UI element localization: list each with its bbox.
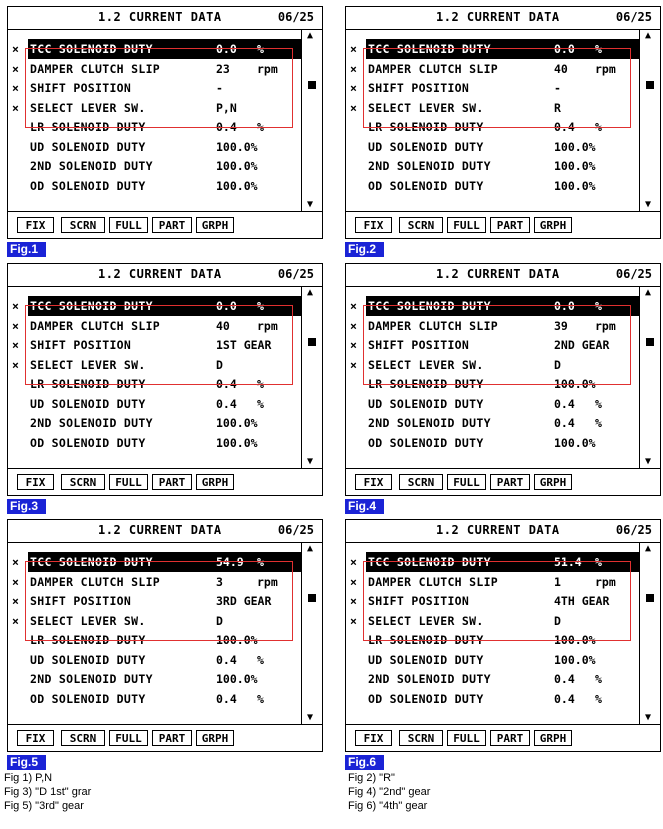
item-label: LR SOLENOID DUTY: [368, 377, 484, 391]
item-label: 2ND SOLENOID DUTY: [368, 416, 491, 430]
data-row[interactable]: [8, 59, 302, 79]
fixed-marker-icon: ×: [350, 357, 357, 372]
scroll-up-arrow-icon[interactable]: ▲: [645, 543, 652, 554]
function-button-grph[interactable]: GRPH: [196, 474, 234, 490]
scan-screen-panel: [345, 519, 661, 752]
fixed-marker-icon: ×: [350, 100, 357, 115]
function-button-part[interactable]: PART: [490, 474, 530, 490]
page-indicator: 06/25: [615, 523, 652, 537]
item-unit: rpm: [595, 574, 616, 589]
scroll-up-arrow-icon[interactable]: ▲: [307, 30, 314, 41]
fixed-marker-icon: ×: [12, 42, 19, 56]
fixed-marker-icon: ×: [350, 299, 357, 313]
data-row[interactable]: [346, 689, 640, 709]
scroll-down-arrow-icon[interactable]: ▼: [307, 712, 314, 723]
item-label: SELECT LEVER SW.: [368, 357, 484, 372]
item-unit: %: [257, 396, 264, 411]
scroll-thumb[interactable]: [646, 594, 654, 602]
item-unit: rpm: [595, 318, 616, 333]
item-value: 100.0%: [216, 633, 258, 647]
fixed-marker-icon: ×: [12, 338, 19, 352]
data-row[interactable]: [346, 591, 640, 611]
data-row[interactable]: [346, 316, 640, 336]
data-row[interactable]: [346, 572, 640, 592]
scroll-down-arrow-icon[interactable]: ▼: [307, 199, 314, 210]
item-label: TCC SOLENOID DUTY: [30, 299, 153, 313]
function-button-part[interactable]: PART: [490, 217, 530, 233]
fixed-marker-icon: ×: [350, 594, 357, 608]
scan-screen-panel: [7, 519, 323, 752]
item-value: 4TH GEAR: [554, 594, 610, 608]
data-row[interactable]: [346, 433, 640, 453]
item-value: 3: [216, 574, 223, 589]
function-button-full[interactable]: FULL: [109, 730, 148, 746]
item-label: 2ND SOLENOID DUTY: [368, 159, 491, 173]
data-list: [346, 552, 640, 708]
function-button-grph[interactable]: GRPH: [534, 474, 572, 490]
item-value: 100.0%: [554, 435, 596, 450]
item-value: 40: [554, 61, 568, 76]
scroll-down-arrow-icon[interactable]: ▼: [307, 456, 314, 467]
scroll-up-arrow-icon[interactable]: ▲: [307, 543, 314, 554]
page-indicator: 06/25: [277, 267, 314, 281]
data-list: [8, 39, 302, 195]
fixed-marker-icon: ×: [12, 81, 19, 95]
data-list: [8, 296, 302, 452]
item-value: 100.0%: [554, 377, 596, 391]
item-label: UD SOLENOID DUTY: [368, 396, 484, 411]
item-label: SELECT LEVER SW.: [368, 613, 484, 628]
item-value: 100.0%: [216, 416, 258, 430]
item-value: 39: [554, 318, 568, 333]
fixed-marker-icon: ×: [350, 318, 357, 333]
item-label: 2ND SOLENOID DUTY: [30, 159, 153, 173]
item-unit: rpm: [257, 318, 278, 333]
item-label: LR SOLENOID DUTY: [368, 120, 484, 134]
data-row[interactable]: [8, 374, 302, 394]
data-row[interactable]: [8, 611, 302, 631]
item-label: TCC SOLENOID DUTY: [368, 42, 491, 56]
data-row[interactable]: [350, 296, 640, 316]
item-value: D: [554, 613, 561, 628]
scrollbar[interactable]: [639, 286, 660, 469]
function-button-grph[interactable]: GRPH: [534, 217, 572, 233]
figure-label: Fig.3: [7, 499, 46, 514]
item-label: UD SOLENOID DUTY: [30, 396, 146, 411]
function-button-scrn[interactable]: SCRN: [399, 217, 443, 233]
function-key-bar: [346, 724, 660, 751]
data-row[interactable]: [8, 176, 302, 196]
data-row[interactable]: [346, 78, 640, 98]
item-label: UD SOLENOID DUTY: [368, 652, 484, 667]
item-value: 2ND GEAR: [554, 338, 610, 352]
fixed-marker-icon: ×: [350, 338, 357, 352]
figure-label: Fig.4: [345, 499, 384, 514]
item-label: TCC SOLENOID DUTY: [30, 555, 153, 569]
screen-title: 1.2 CURRENT DATA: [436, 267, 560, 281]
item-value: 0.4: [554, 416, 575, 430]
function-button-part[interactable]: PART: [152, 730, 192, 746]
data-row[interactable]: [346, 650, 640, 670]
item-value: 0.4: [216, 120, 237, 134]
function-button-fix[interactable]: FIX: [17, 217, 54, 233]
function-button-full[interactable]: FULL: [109, 474, 148, 490]
function-button-scrn[interactable]: SCRN: [61, 730, 105, 746]
screen-header: [8, 264, 322, 287]
data-row[interactable]: [346, 335, 640, 355]
fixed-marker-icon: ×: [12, 299, 19, 313]
screen-header: [346, 520, 660, 543]
item-value: 0.0: [554, 42, 575, 56]
data-row[interactable]: [346, 413, 640, 433]
scan-screen-panel: [7, 263, 323, 496]
item-value: 100.0%: [216, 139, 258, 154]
item-label: SHIFT POSITION: [368, 338, 470, 352]
data-row[interactable]: [8, 689, 302, 709]
item-value: 0.4: [216, 377, 237, 391]
item-unit: %: [595, 555, 602, 569]
data-row[interactable]: [346, 394, 640, 414]
item-value: 51.4: [554, 555, 582, 569]
item-value: 0.4: [554, 672, 575, 686]
item-value: 3RD GEAR: [216, 594, 272, 608]
item-label: DAMPER CLUTCH SLIP: [368, 318, 499, 333]
screen-header: [346, 7, 660, 30]
function-button-grph[interactable]: GRPH: [196, 730, 234, 746]
function-button-part[interactable]: PART: [490, 730, 530, 746]
scrollbar[interactable]: [301, 29, 322, 212]
scrollbar[interactable]: [301, 286, 322, 469]
item-label: OD SOLENOID DUTY: [368, 691, 484, 706]
item-label: DAMPER CLUTCH SLIP: [30, 574, 161, 589]
item-label: LR SOLENOID DUTY: [368, 633, 484, 647]
function-button-grph[interactable]: GRPH: [534, 730, 572, 746]
item-value: 100.0%: [554, 159, 596, 173]
scroll-up-arrow-icon[interactable]: ▲: [645, 30, 652, 41]
fixed-marker-icon: ×: [350, 613, 357, 628]
screen-header: [8, 7, 322, 30]
function-button-full[interactable]: FULL: [109, 217, 148, 233]
item-value: 0.0: [216, 42, 237, 56]
scroll-down-arrow-icon[interactable]: ▼: [645, 712, 652, 723]
data-list: [346, 39, 640, 195]
item-label: OD SOLENOID DUTY: [30, 691, 146, 706]
data-row[interactable]: [12, 552, 302, 572]
function-button-part[interactable]: PART: [152, 217, 192, 233]
screen-header: [346, 264, 660, 287]
data-row[interactable]: [346, 137, 640, 157]
fixed-marker-icon: ×: [12, 613, 19, 628]
item-value: 0.4: [554, 396, 575, 411]
data-list: [346, 296, 640, 452]
item-value: 100.0%: [554, 633, 596, 647]
item-label: DAMPER CLUTCH SLIP: [30, 318, 161, 333]
data-row[interactable]: [346, 669, 640, 689]
scroll-thumb[interactable]: [646, 338, 654, 346]
item-value: 100.0%: [216, 178, 258, 193]
item-unit: %: [595, 299, 602, 313]
item-unit: %: [257, 691, 264, 706]
fixed-marker-icon: ×: [350, 61, 357, 76]
fixed-marker-icon: ×: [350, 42, 357, 56]
function-button-fix[interactable]: FIX: [355, 730, 392, 746]
item-unit: rpm: [257, 61, 278, 76]
data-row[interactable]: [8, 98, 302, 118]
item-label: SELECT LEVER SW.: [30, 613, 146, 628]
note: Fig 2) "R": [348, 772, 395, 784]
function-button-fix[interactable]: FIX: [17, 474, 54, 490]
function-button-full[interactable]: FULL: [447, 474, 486, 490]
data-row[interactable]: [8, 137, 302, 157]
item-unit: %: [257, 652, 264, 667]
fixed-marker-icon: ×: [12, 100, 19, 115]
scrollbar[interactable]: [639, 542, 660, 725]
item-value: 100.0%: [554, 178, 596, 193]
fixed-marker-icon: ×: [12, 357, 19, 372]
item-value: 40: [216, 318, 230, 333]
fixed-marker-icon: ×: [12, 574, 19, 589]
function-button-fix[interactable]: FIX: [355, 217, 392, 233]
item-unit: %: [595, 120, 602, 134]
item-unit: %: [257, 42, 264, 56]
item-label: SHIFT POSITION: [30, 338, 132, 352]
notes-left: [4, 771, 91, 813]
scroll-down-arrow-icon[interactable]: ▼: [645, 199, 652, 210]
data-row[interactable]: [346, 630, 640, 650]
scroll-thumb[interactable]: [308, 81, 316, 89]
item-label: 2ND SOLENOID DUTY: [30, 416, 153, 430]
page-indicator: 06/25: [277, 10, 314, 24]
item-label: OD SOLENOID DUTY: [368, 178, 484, 193]
screen-header: [8, 520, 322, 543]
item-value: D: [216, 613, 223, 628]
item-label: OD SOLENOID DUTY: [30, 178, 146, 193]
scroll-up-arrow-icon[interactable]: ▲: [645, 287, 652, 298]
screen-title: 1.2 CURRENT DATA: [436, 523, 560, 537]
item-label: TCC SOLENOID DUTY: [368, 299, 491, 313]
function-button-fix[interactable]: FIX: [355, 474, 392, 490]
item-value: 0.0: [216, 299, 237, 313]
function-button-scrn[interactable]: SCRN: [399, 474, 443, 490]
item-value: 23: [216, 61, 230, 76]
item-unit: %: [257, 120, 264, 134]
function-button-grph[interactable]: GRPH: [196, 217, 234, 233]
screen-title: 1.2 CURRENT DATA: [98, 267, 222, 281]
data-row[interactable]: [350, 552, 640, 572]
fixed-marker-icon: ×: [12, 61, 19, 76]
item-label: UD SOLENOID DUTY: [30, 652, 146, 667]
data-row[interactable]: [346, 611, 640, 631]
item-unit: %: [595, 416, 602, 430]
data-row[interactable]: [8, 117, 302, 137]
item-label: 2ND SOLENOID DUTY: [30, 672, 153, 686]
data-row[interactable]: [8, 316, 302, 336]
figure-label: Fig.6: [345, 755, 384, 770]
screen-title: 1.2 CURRENT DATA: [436, 10, 560, 24]
note: Fig 4) "2nd" gear: [348, 786, 431, 798]
data-row[interactable]: [350, 39, 640, 59]
item-unit: %: [595, 691, 602, 706]
fixed-marker-icon: ×: [12, 318, 19, 333]
data-row[interactable]: [346, 98, 640, 118]
fixed-marker-icon: ×: [350, 574, 357, 589]
function-key-bar: [8, 468, 322, 495]
item-label: UD SOLENOID DUTY: [30, 139, 146, 154]
item-value: 0.4: [216, 396, 237, 411]
page-indicator: 06/25: [277, 523, 314, 537]
data-row[interactable]: [346, 156, 640, 176]
data-row[interactable]: [12, 39, 302, 59]
data-row[interactable]: [346, 374, 640, 394]
item-label: SHIFT POSITION: [368, 594, 470, 608]
figure-label: Fig.5: [7, 755, 46, 770]
function-button-scrn[interactable]: SCRN: [61, 474, 105, 490]
item-label: UD SOLENOID DUTY: [368, 139, 484, 154]
item-unit: %: [257, 377, 264, 391]
item-label: SELECT LEVER SW.: [368, 100, 484, 115]
data-row[interactable]: [346, 59, 640, 79]
scroll-up-arrow-icon[interactable]: ▲: [307, 287, 314, 298]
screen-title: 1.2 CURRENT DATA: [98, 523, 222, 537]
function-key-bar: [346, 211, 660, 238]
item-label: LR SOLENOID DUTY: [30, 120, 146, 134]
data-row[interactable]: [12, 296, 302, 316]
item-label: LR SOLENOID DUTY: [30, 377, 146, 391]
data-row[interactable]: [8, 650, 302, 670]
data-row[interactable]: [8, 394, 302, 414]
data-row[interactable]: [346, 117, 640, 137]
fixed-marker-icon: ×: [350, 555, 357, 569]
scroll-down-arrow-icon[interactable]: ▼: [645, 456, 652, 467]
function-button-part[interactable]: PART: [152, 474, 192, 490]
function-button-scrn[interactable]: SCRN: [399, 730, 443, 746]
fixed-marker-icon: ×: [12, 555, 19, 569]
note: Fig 3) "D 1st" grar: [4, 786, 92, 798]
item-label: TCC SOLENOID DUTY: [30, 42, 153, 56]
scroll-thumb[interactable]: [308, 338, 316, 346]
item-unit: %: [595, 42, 602, 56]
fixed-marker-icon: ×: [350, 81, 357, 95]
item-value: 54.9: [216, 555, 244, 569]
page-indicator: 06/25: [615, 267, 652, 281]
scan-screen-panel: [345, 263, 661, 496]
item-value: 0.4: [554, 691, 575, 706]
function-button-full[interactable]: FULL: [447, 217, 486, 233]
item-label: SHIFT POSITION: [30, 81, 132, 95]
item-unit: rpm: [595, 61, 616, 76]
notes-right: [348, 771, 430, 813]
item-value: 1: [554, 574, 561, 589]
item-value: 0.4: [216, 652, 237, 667]
fixed-marker-icon: ×: [12, 594, 19, 608]
item-unit: rpm: [257, 574, 278, 589]
scan-screen-panel: [7, 6, 323, 239]
item-unit: %: [595, 396, 602, 411]
function-key-bar: [346, 468, 660, 495]
data-row[interactable]: [8, 630, 302, 650]
scrollbar[interactable]: [301, 542, 322, 725]
item-label: DAMPER CLUTCH SLIP: [30, 61, 161, 76]
data-row[interactable]: [8, 413, 302, 433]
data-row[interactable]: [8, 433, 302, 453]
data-row[interactable]: [8, 78, 302, 98]
figure-label: Fig.2: [345, 242, 384, 257]
item-value: 100.0%: [216, 435, 258, 450]
item-label: OD SOLENOID DUTY: [368, 435, 484, 450]
item-label: DAMPER CLUTCH SLIP: [368, 574, 499, 589]
item-value: 0.0: [554, 299, 575, 313]
item-value: -: [554, 81, 561, 95]
scrollbar[interactable]: [639, 29, 660, 212]
data-row[interactable]: [8, 591, 302, 611]
item-label: 2ND SOLENOID DUTY: [368, 672, 491, 686]
data-row[interactable]: [8, 156, 302, 176]
item-value: R: [554, 100, 561, 115]
data-row[interactable]: [8, 335, 302, 355]
item-value: 1ST GEAR: [216, 338, 272, 352]
scroll-thumb[interactable]: [646, 81, 654, 89]
item-value: -: [216, 81, 223, 95]
scan-screen-panel: [345, 6, 661, 239]
item-value: D: [554, 357, 561, 372]
data-list: [8, 552, 302, 708]
item-value: 100.0%: [216, 159, 258, 173]
item-label: SELECT LEVER SW.: [30, 357, 146, 372]
figure-label: Fig.1: [7, 242, 46, 257]
item-value: 100.0%: [216, 672, 258, 686]
item-label: LR SOLENOID DUTY: [30, 633, 146, 647]
item-label: SHIFT POSITION: [30, 594, 132, 608]
item-label: SHIFT POSITION: [368, 81, 470, 95]
item-unit: %: [595, 672, 602, 686]
data-row[interactable]: [8, 355, 302, 375]
note: Fig 1) P,N: [4, 772, 53, 784]
data-row[interactable]: [8, 572, 302, 592]
data-row[interactable]: [346, 176, 640, 196]
item-label: OD SOLENOID DUTY: [30, 435, 146, 450]
item-label: DAMPER CLUTCH SLIP: [368, 61, 499, 76]
function-button-fix[interactable]: FIX: [17, 730, 54, 746]
item-unit: %: [257, 299, 264, 313]
function-button-full[interactable]: FULL: [447, 730, 486, 746]
data-row[interactable]: [8, 669, 302, 689]
function-button-scrn[interactable]: SCRN: [61, 217, 105, 233]
note: Fig 5) "3rd" gear: [4, 800, 84, 812]
function-key-bar: [8, 211, 322, 238]
screen-title: 1.2 CURRENT DATA: [98, 10, 222, 24]
note: Fig 6) "4th" gear: [348, 800, 428, 812]
item-unit: %: [257, 555, 264, 569]
item-value: 100.0%: [554, 139, 596, 154]
item-label: SELECT LEVER SW.: [30, 100, 146, 115]
item-value: 0.4: [554, 120, 575, 134]
item-value: 100.0%: [554, 652, 596, 667]
item-label: TCC SOLENOID DUTY: [368, 555, 491, 569]
item-value: 0.4: [216, 691, 237, 706]
item-value: P,N: [216, 100, 237, 115]
item-value: D: [216, 357, 223, 372]
function-key-bar: [8, 724, 322, 751]
scroll-thumb[interactable]: [308, 594, 316, 602]
data-row[interactable]: [346, 355, 640, 375]
page-indicator: 06/25: [615, 10, 652, 24]
